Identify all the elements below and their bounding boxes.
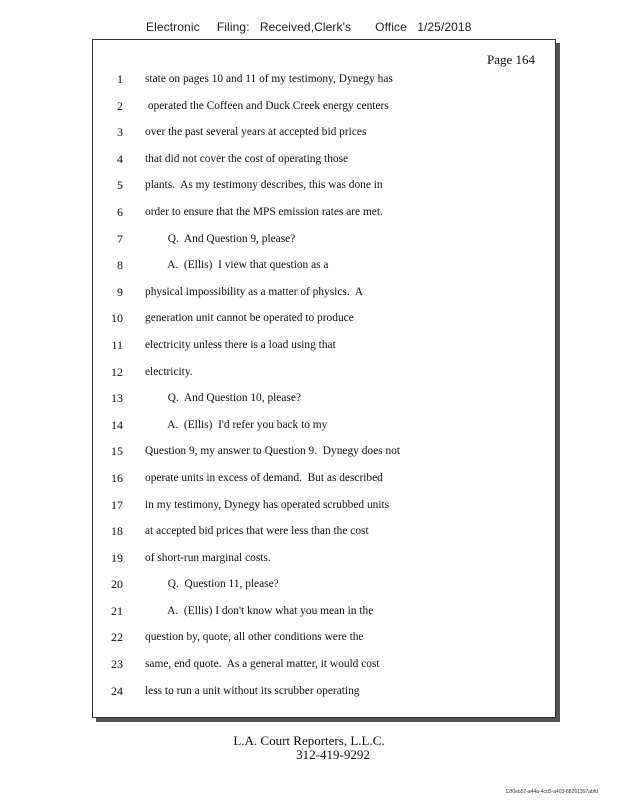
line-number: 19 (111, 550, 123, 565)
transcript-line (93, 122, 555, 149)
line-text: Q. Question 11, please? (145, 578, 279, 591)
line-number: 20 (111, 577, 123, 592)
line-number: 22 (111, 630, 123, 645)
line-text: same, end quote. As a general matter, it would cost (145, 658, 380, 671)
transcript-line (93, 308, 555, 335)
transcript-line (93, 601, 555, 628)
reporter-phone: 312-419-9292 (296, 747, 370, 762)
line-text: A. (Ellis) I view that question as a (145, 259, 329, 272)
line-number: 7 (117, 231, 123, 246)
page-number: Page 164 (486, 52, 535, 67)
transcript-line (93, 627, 555, 654)
line-text: operated the Coffeen and Duck Creek energy centers (145, 99, 389, 112)
line-number: 8 (117, 258, 123, 273)
footer (0, 734, 618, 762)
line-number: 17 (111, 497, 123, 512)
transcript-line (93, 521, 555, 548)
line-text: Question 9, my answer to Question 9. Dynegy does not (145, 445, 400, 458)
line-number: 23 (111, 657, 123, 672)
transcript-line (93, 415, 555, 442)
line-text: A. (Ellis) I'd refer you back to my (145, 418, 328, 431)
transcript-line (93, 574, 555, 601)
transcript-line (93, 681, 555, 708)
line-number: 15 (111, 444, 123, 459)
line-text: physical impossibility as a matter of physics. A (145, 285, 363, 298)
transcript-line (93, 335, 555, 362)
line-number: 2 (117, 98, 123, 113)
line-text: A. (Ellis) I don't know what you mean in the (145, 604, 374, 617)
transcript-line (93, 495, 555, 522)
transcript-line (93, 69, 555, 96)
transcript-line (93, 255, 555, 282)
transcript-line (93, 282, 555, 309)
line-text: question by, quote, all other conditions were the (145, 631, 364, 644)
line-text: electricity. (145, 365, 193, 378)
line-text: in my testimony, Dynegy has operated scrubbed units (145, 498, 390, 511)
transcript-line (93, 229, 555, 256)
line-number: 3 (117, 125, 123, 140)
line-number: 10 (111, 311, 123, 326)
transcript-lines (93, 69, 555, 707)
line-number: 21 (111, 603, 123, 618)
transcript-line (93, 96, 555, 123)
line-text: over the past several years at accepted bid prices (145, 126, 367, 139)
transcript-line (93, 149, 555, 176)
line-number: 9 (117, 284, 123, 299)
transcript-line (93, 202, 555, 229)
line-number: 16 (111, 470, 123, 485)
line-text: that did not cover the cost of operating those (145, 152, 349, 165)
line-number: 5 (117, 178, 123, 193)
line-text: state on pages 10 and 11 of my testimony, Dynegy has (145, 73, 393, 85)
line-text: plants. As my testimony describes, this was done in (145, 179, 383, 192)
line-text: electricity unless there is a load using that (145, 338, 336, 351)
line-number: 1 (117, 72, 123, 86)
line-number: 24 (111, 683, 123, 698)
line-number: 18 (111, 524, 123, 539)
line-text: at accepted bid prices that were less than the cost (145, 525, 369, 538)
transcript-line (93, 175, 555, 202)
line-text: less to run a unit without its scrubber operating (145, 684, 360, 697)
line-text: Q. And Question 10, please? (145, 392, 301, 405)
line-number: 4 (117, 151, 123, 166)
line-number: 14 (111, 417, 123, 432)
transcript-line (93, 548, 555, 575)
line-number: 13 (111, 391, 123, 406)
document-hash: 12f0eb57-a44a-4cd5-a403-88261397abfd (505, 789, 598, 795)
reporter-company: L.A. Court Reporters, L.L.C. (233, 733, 385, 748)
line-text: of short-run marginal costs. (145, 551, 271, 564)
line-text: order to ensure that the MPS emission rates are met. (145, 205, 383, 218)
transcript-line (93, 441, 555, 468)
filing-stamp: Electronic Filing: Received,Clerk's Office 1/25/2018 (146, 20, 472, 34)
transcript-line (93, 654, 555, 681)
transcript-line (93, 388, 555, 415)
line-number: 12 (111, 364, 123, 379)
line-text: Q. And Question 9, please? (145, 232, 296, 245)
transcript-page-frame (92, 39, 556, 718)
line-text: generation unit cannot be operated to produce (145, 312, 354, 325)
line-text: operate units in excess of demand. But as described (145, 471, 383, 484)
transcript-line (93, 468, 555, 495)
line-number: 6 (117, 204, 123, 219)
line-number: 11 (111, 337, 123, 352)
transcript-line (93, 362, 555, 389)
